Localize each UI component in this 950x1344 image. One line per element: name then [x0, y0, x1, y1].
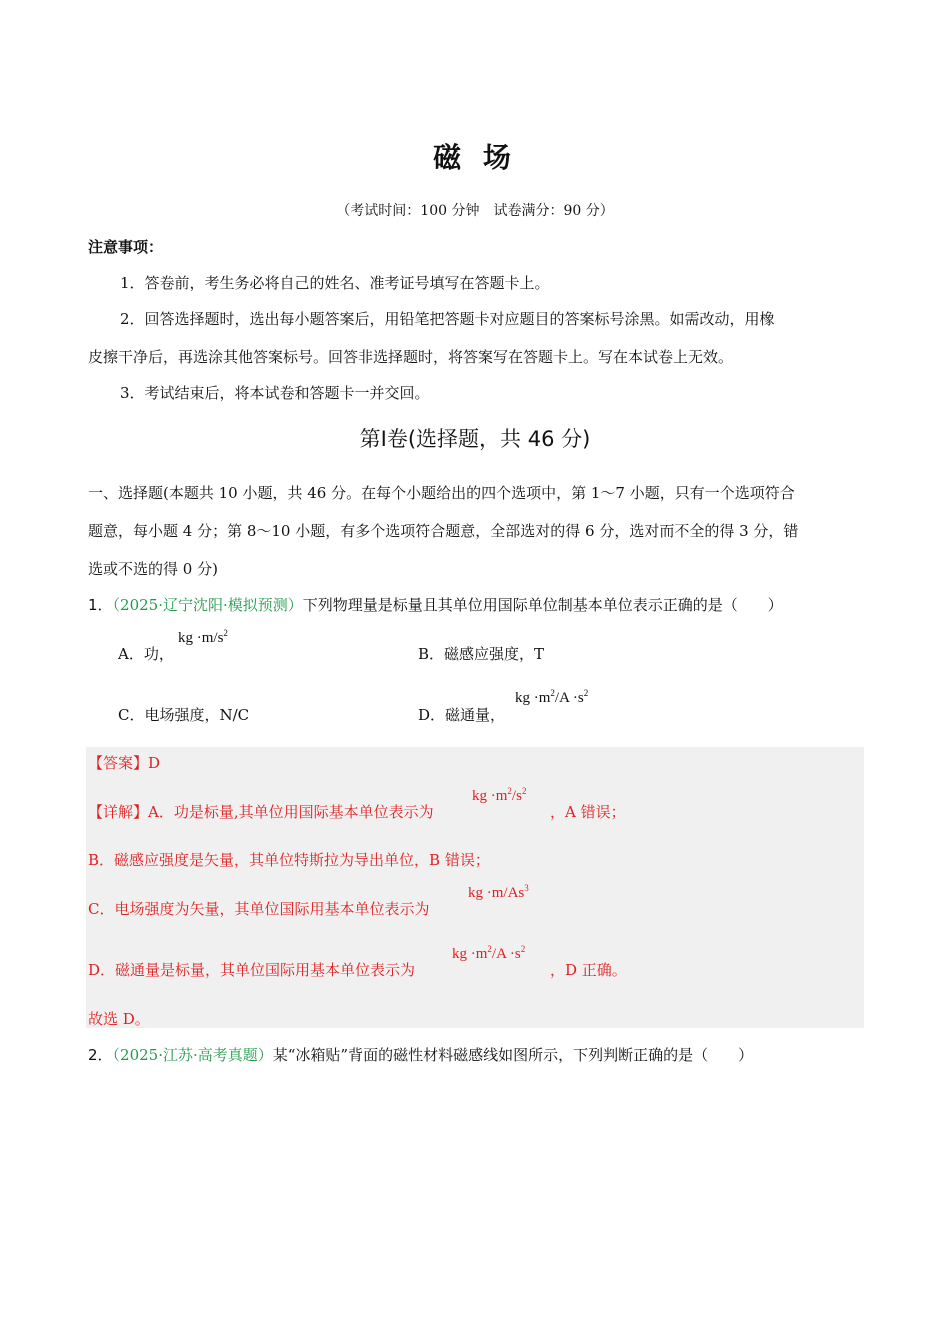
option-c: C．电场强度，N/C — [118, 706, 250, 724]
answer-conclusion: 故选 D。 — [88, 1010, 150, 1028]
part1-instructions-line-3: 选或不选的得 0 分) — [88, 560, 218, 578]
option-b: B．磁感应强度，T — [418, 645, 545, 663]
detail-c-text: C．电场强度为矢量，其单位国际用基本单位表示为 — [88, 900, 430, 918]
option-a-unit: kg $\cdot m/s^2$ — [178, 628, 228, 646]
notice-item-2-line-2: 皮擦干净后，再选涂其他答案标号。回答非选择题时，将答案写在答题卡上。写在本试卷上无效。 — [88, 348, 734, 366]
question-1-source: （2025·辽宁沈阳·模拟预测） — [112, 596, 303, 614]
detail-a-unit: kg $\cdot m^2/s^2$ — [472, 786, 527, 804]
page-title: 磁 场 — [433, 141, 517, 174]
answer-label: 【答案】D — [88, 754, 161, 772]
question-1 — [88, 594, 783, 615]
notice-item-3: 3．考试结束后，将本试卷和答题卡一并交回。 — [120, 384, 430, 402]
question-1-stem: 下列物理量是标量且其单位用国际单位制基本单位表示正确的是（ ） — [302, 596, 783, 614]
question-2-source: （2025·江苏·高考真题） — [112, 1046, 273, 1064]
detail-c-unit: kg $\cdot m/As^3$ — [468, 883, 529, 901]
part1-instructions-line-1: 一、选择题(本题共 10 小题，共 46 分。在每个小题给出的四个选项中，第 1～7 小题，只有一个选项符合 — [88, 484, 795, 502]
detail-a-suffix: ，A 错误； — [550, 803, 626, 821]
detail-d-unit: kg $\cdot m^2/A \cdot s^2$ — [452, 944, 526, 962]
notice-item-1: 1．答卷前，考生务必将自己的姓名、准考证号填写在答题卡上。 — [120, 274, 550, 292]
exam-info: （考试时间：100 分钟 试卷满分：90 分） — [336, 203, 614, 219]
option-a-label: A．功， — [118, 645, 174, 663]
option-d-unit: kg $\cdot m^2/A \cdot s^2$ — [515, 688, 589, 706]
question-2-stem: 某“冰箱贴”背面的磁性材料磁感线如图所示，下列判断正确的是（ ） — [272, 1046, 754, 1064]
notice-item-2-line-1: 2．回答选择题时，选出每小题答案后，用铅笔把答题卡对应题目的答案标号涂黑。如需改动，用橡 — [120, 310, 775, 328]
detail-d-text: D．磁通量是标量，其单位国际用基本单位表示为 — [88, 961, 416, 979]
option-d-label: D．磁通量， — [418, 706, 506, 724]
part1-instructions-line-2: 题意，每小题 4 分；第 8～10 小题，有多个选项符合题意，全部选对的得 6 分，选对而不全的得 3 分，错 — [88, 522, 799, 540]
question-1-number: 1． — [88, 596, 113, 614]
detail-a-text: 【详解】A．功是标量,其单位用国际基本单位表示为 — [88, 803, 434, 821]
notice-heading: 注意事项： — [88, 238, 164, 256]
detail-b: B．磁感应强度是矢量，其单位特斯拉为导出单位，B 错误； — [88, 851, 490, 869]
question-2-number: 2． — [88, 1046, 113, 1064]
detail-d-suffix: ，D 正确。 — [550, 961, 627, 979]
question-2 — [88, 1044, 753, 1065]
section-title: 第Ⅰ卷(选择题，共 46 分) — [359, 427, 591, 451]
